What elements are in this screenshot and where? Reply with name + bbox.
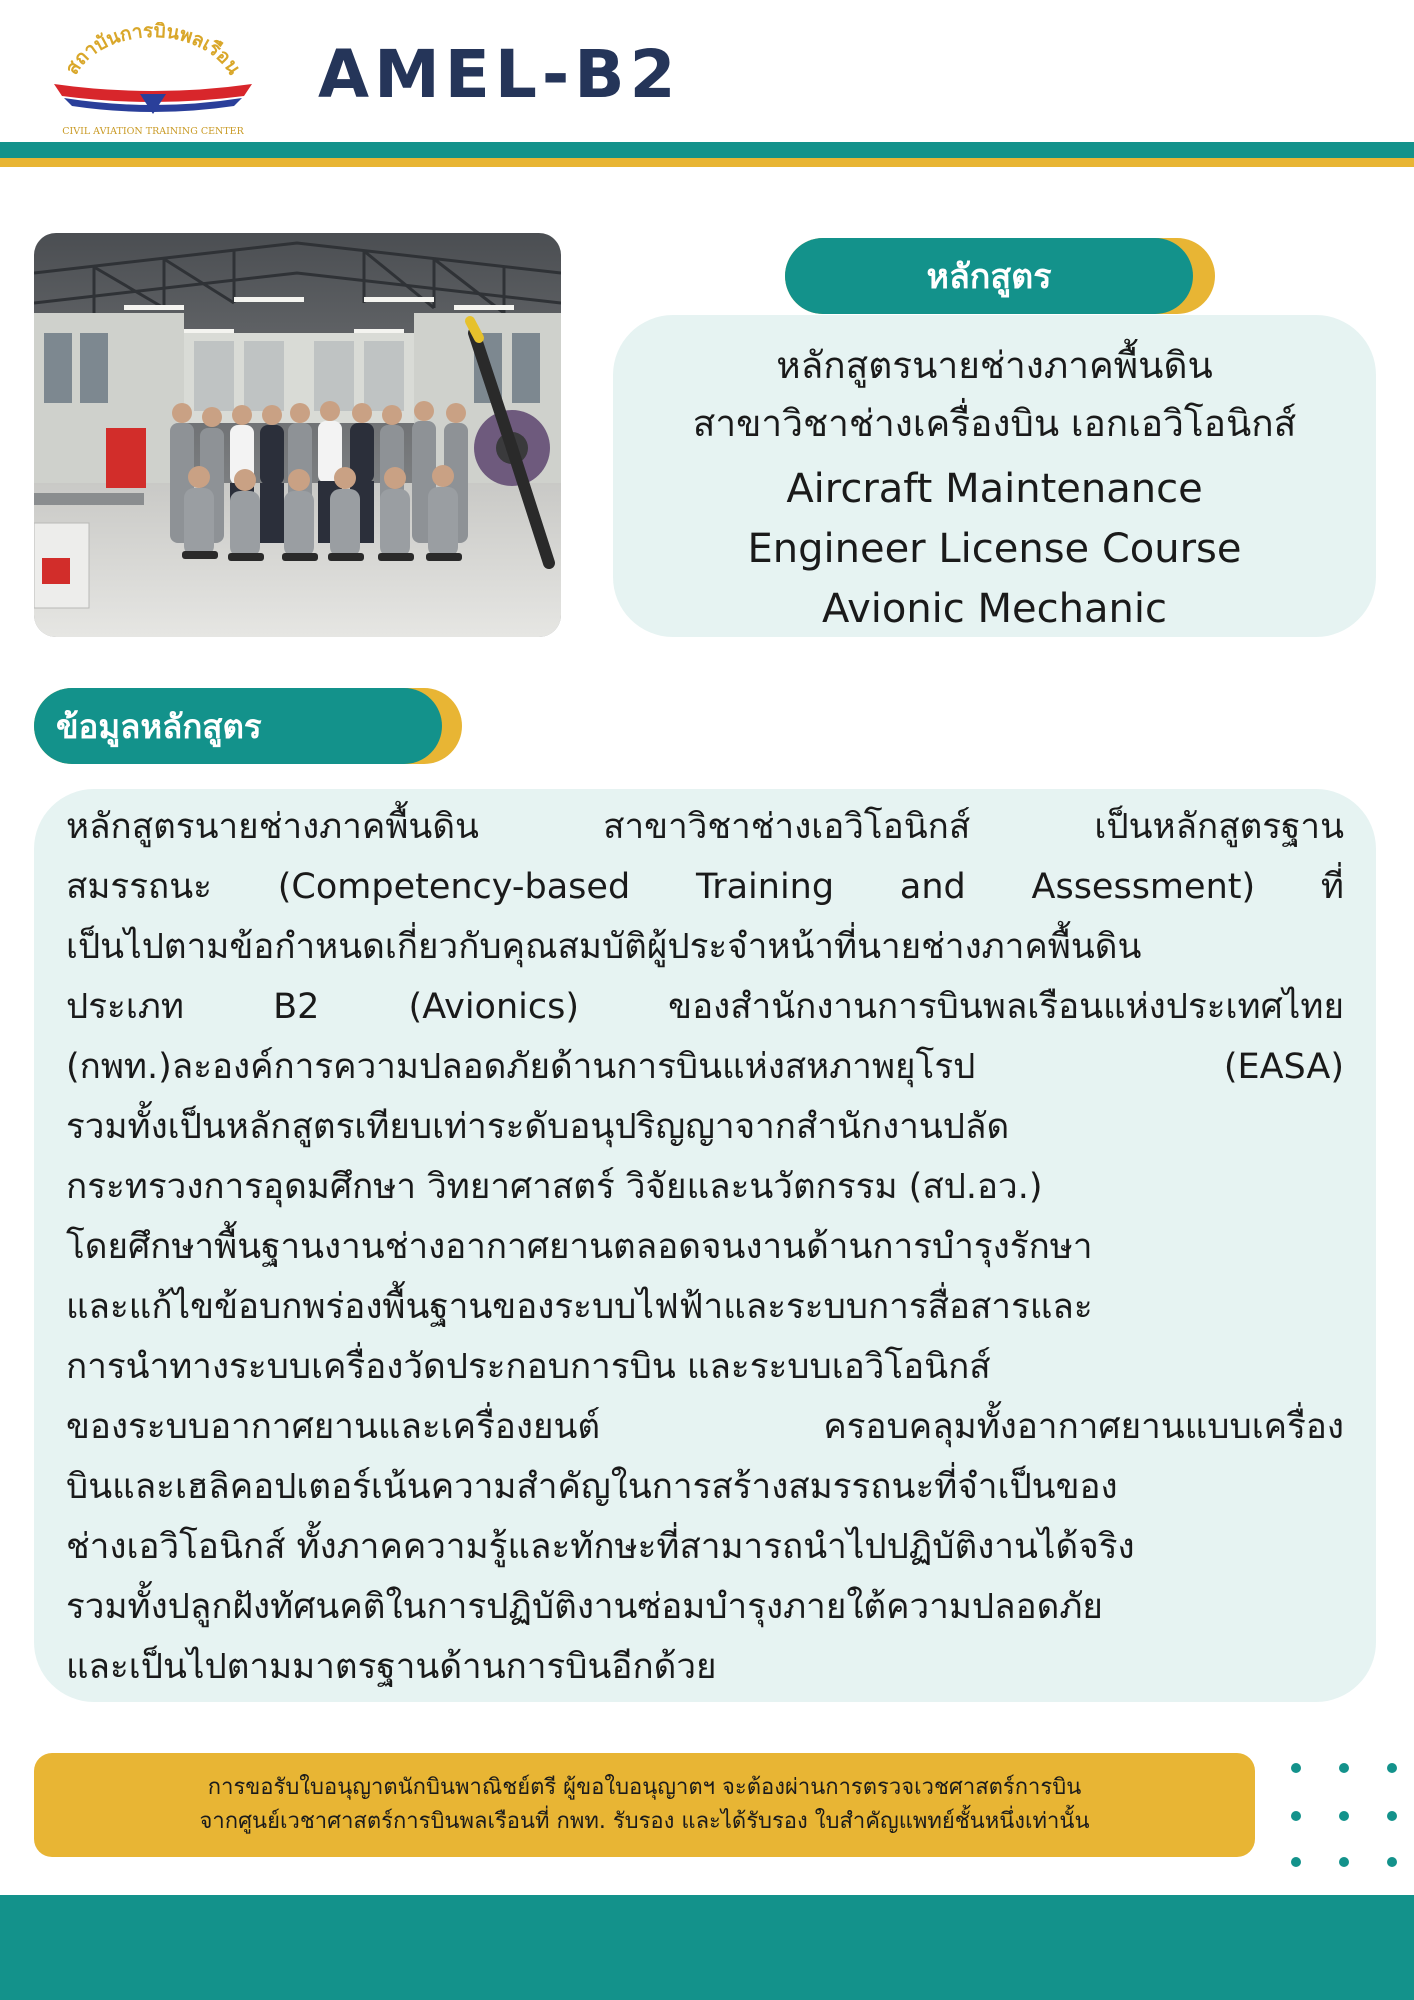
description-line: (กพท.)ละองค์การความปลอดภัยด้านการบินแห่งสหภาพยุโรป (EASA) (66, 1047, 1344, 1087)
course-description-panel (34, 789, 1376, 1702)
course-heading-pill (785, 238, 1215, 314)
description-line: ประเภท B2 (Avionics) ของสำนักงานการบินพลเรือนแห่งประเทศไทย (66, 987, 1344, 1027)
description-line: สมรรถนะ (Competency-based Training and Assessment) ที่ (66, 867, 1344, 907)
course-title-english-line-3: Avionic Mechanic (822, 586, 1167, 632)
course-title-english-line-2: Engineer License Course (747, 526, 1242, 572)
header-rule-teal (0, 142, 1414, 158)
description-line: และเป็นไปตามมาตรฐานด้านการบินอีกด้วย (66, 1647, 717, 1687)
medical-requirement-note (34, 1753, 1255, 1857)
course-info-heading: ข้อมูลหลักสูตร (34, 688, 442, 764)
description-line: รวมทั้งปลูกฝังทัศนคติในการปฏิบัติงานซ่อมบำรุงภายใต้ความปลอดภัย (66, 1587, 1103, 1627)
course-heading: หลักสูตร (785, 238, 1193, 314)
logo-subtext: CIVIL AVIATION TRAINING CENTER (62, 126, 244, 137)
description-line: เป็นไปตามข้อกำหนดเกี่ยวกับคุณสมบัติผู้ประจำหน้าที่นายช่างภาคพื้นดิน (66, 927, 1142, 967)
footer-band (0, 1895, 1414, 2000)
course-title-panel (613, 315, 1376, 637)
description-line: โดยศึกษาพื้นฐานงานช่างอากาศยานตลอดจนงานด้านการบำรุงรักษา (66, 1227, 1093, 1267)
decorative-dots (1280, 1752, 1414, 1872)
description-line: หลักสูตรนายช่างภาคพื้นดิน สาขาวิชาช่างเอวิโอนิกส์ เป็นหลักสูตรฐาน (66, 807, 1344, 847)
page-title: AMEL-B2 (318, 36, 681, 113)
hangar-group-photo (34, 233, 561, 637)
description-line: ช่างเอวิโอนิกส์ ทั้งภาคความรู้และทักษะที่สามารถนำไปปฏิบัติงานได้จริง (66, 1527, 1135, 1567)
description-line: การนำทางระบบเครื่องวัดประกอบการบิน และระบบเอวิโอนิกส์ (66, 1347, 991, 1387)
svg-text:สถาบันการบินพลเรือน (61, 22, 245, 79)
course-title-english (613, 459, 1376, 639)
course-info-heading-pill (34, 688, 462, 764)
note-line-2: จากศูนย์เวชาศาสตร์การบินพลเรือนที่ กพท. รับรอง และได้รับรอง ใบสำคัญแพทย์ชั้นหนึ่งเท่านั้น (199, 1809, 1090, 1834)
description-line: รวมทั้งเป็นหลักสูตรเทียบเท่าระดับอนุปริญญาจากสำนักงานปลัด (66, 1107, 1010, 1147)
description-line: บินและเฮลิคอปเตอร์เน้นความสำคัญในการสร้างสมรรถนะที่จำเป็นของ (66, 1467, 1118, 1507)
header-rule-gold (0, 158, 1414, 167)
logo-arc-text: สถาบันการบินพลเรือน (60, 22, 245, 79)
description-line: กระทรวงการอุดมศึกษา วิทยาศาสตร์ วิจัยและนวัตกรรม (สป.อว.) (66, 1167, 1043, 1207)
civil-aviation-logo (48, 22, 258, 140)
note-line-1: การขอรับใบอนุญาตนักบินพาณิชย์ตรี ผู้ขอใบอนุญาตฯ จะต้องผ่านการตรวจเวชศาสตร์การบิน (207, 1775, 1082, 1800)
course-title-thai-line-2: สาขาวิชาช่างเครื่องบิน เอกเอวิโอนิกส์ (692, 402, 1297, 445)
course-title-thai-line-1: หลักสูตรนายช่างภาคพื้นดิน (776, 344, 1213, 387)
course-title-english-line-1: Aircraft Maintenance (786, 466, 1203, 512)
description-line: และแก้ไขข้อบกพร่องพื้นฐานของระบบไฟฟ้าและระบบการสื่อสารและ (66, 1287, 1093, 1327)
description-line: ของระบบอากาศยานและเครื่องยนต์ ครอบคลุมทั้งอากาศยานแบบเครื่อง (66, 1407, 1344, 1447)
